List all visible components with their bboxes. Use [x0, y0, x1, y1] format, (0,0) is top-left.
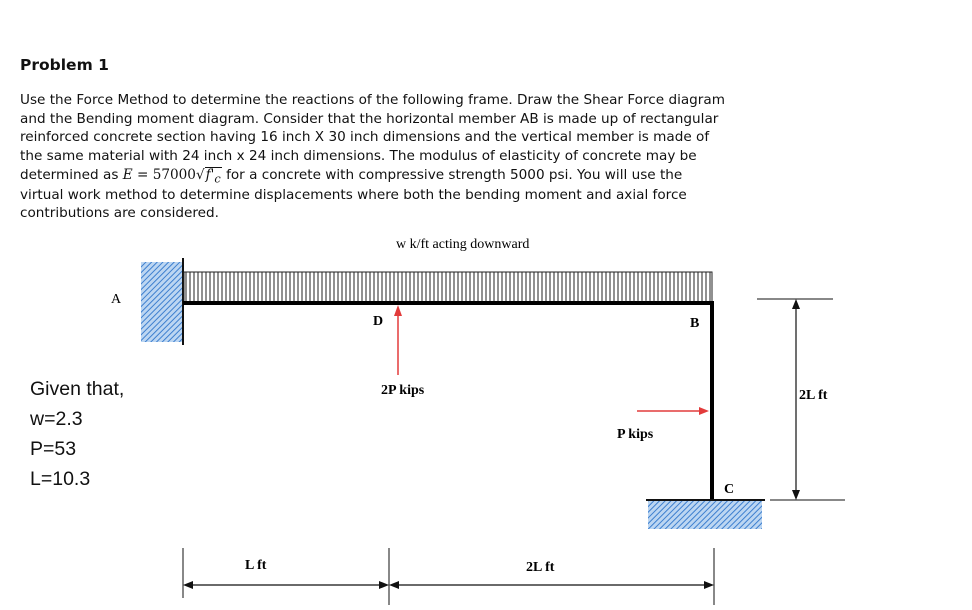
force-2p-arrowhead [394, 305, 402, 316]
force-p-arrowhead [699, 407, 709, 415]
radicand-f: f' [205, 166, 215, 183]
label-d: D [373, 314, 384, 329]
force-2p-label: 2P kips [381, 383, 425, 398]
given-l: L=10.3 [30, 468, 91, 490]
load-label: w k/ft acting downward [396, 237, 530, 252]
equation-constant: = 57000 [132, 166, 196, 183]
statement-line-2: and the Bending moment diagram. Consider that the horizontal member AB is made up of rectangular [20, 110, 719, 127]
dim-left-label: L ft [245, 558, 267, 573]
label-b: B [690, 316, 700, 331]
label-a: A [111, 292, 122, 307]
given-p: P=53 [30, 438, 77, 460]
line5-suffix: for a concrete with compressive strength 5000 psi. You will use the [221, 166, 683, 183]
radicand-subscript: c [214, 171, 221, 186]
label-c: C [724, 482, 735, 497]
dim-left-arrow-start [183, 581, 193, 589]
distributed-load [184, 272, 712, 302]
modulus-equation: $E = 57000√f'_c$ [122, 166, 221, 186]
dim-height-arrow-top [792, 299, 800, 309]
problem-title: Problem 1 [20, 56, 109, 74]
given-heading: Given that, [30, 378, 125, 400]
support-a-hatch [141, 262, 183, 342]
dim-right-arrow-start [389, 581, 399, 589]
statement-line-1: Use the Force Method to determine the reactions of the following frame. Draw the Shear Force diagram [20, 92, 725, 108]
statement-line-6: virtual work method to determine displacements where both the bending moment and axial force [20, 186, 687, 203]
statement-line-4: the same material with 24 inch x 24 inch dimensions. The modulus of elasticity of concrete may be [20, 148, 697, 165]
statement-line-7: contributions are considered. [20, 205, 219, 222]
dim-height-arrow-bottom [792, 490, 800, 500]
dim-height-label: 2L ft [799, 388, 828, 403]
equation-lhs: E [122, 166, 133, 183]
support-c-hatch [648, 501, 762, 529]
given-w: w=2.3 [30, 408, 83, 430]
force-p-label: P kips [617, 427, 654, 442]
dim-right-arrow-end [704, 581, 714, 589]
statement-line-3: reinforced concrete section having 16 inch X 30 inch dimensions and the vertical member is made of [20, 129, 710, 146]
dim-right-label: 2L ft [526, 560, 555, 575]
given-values [30, 374, 124, 494]
dim-left-arrow-end [379, 581, 389, 589]
line5-prefix: determined as [20, 166, 123, 183]
